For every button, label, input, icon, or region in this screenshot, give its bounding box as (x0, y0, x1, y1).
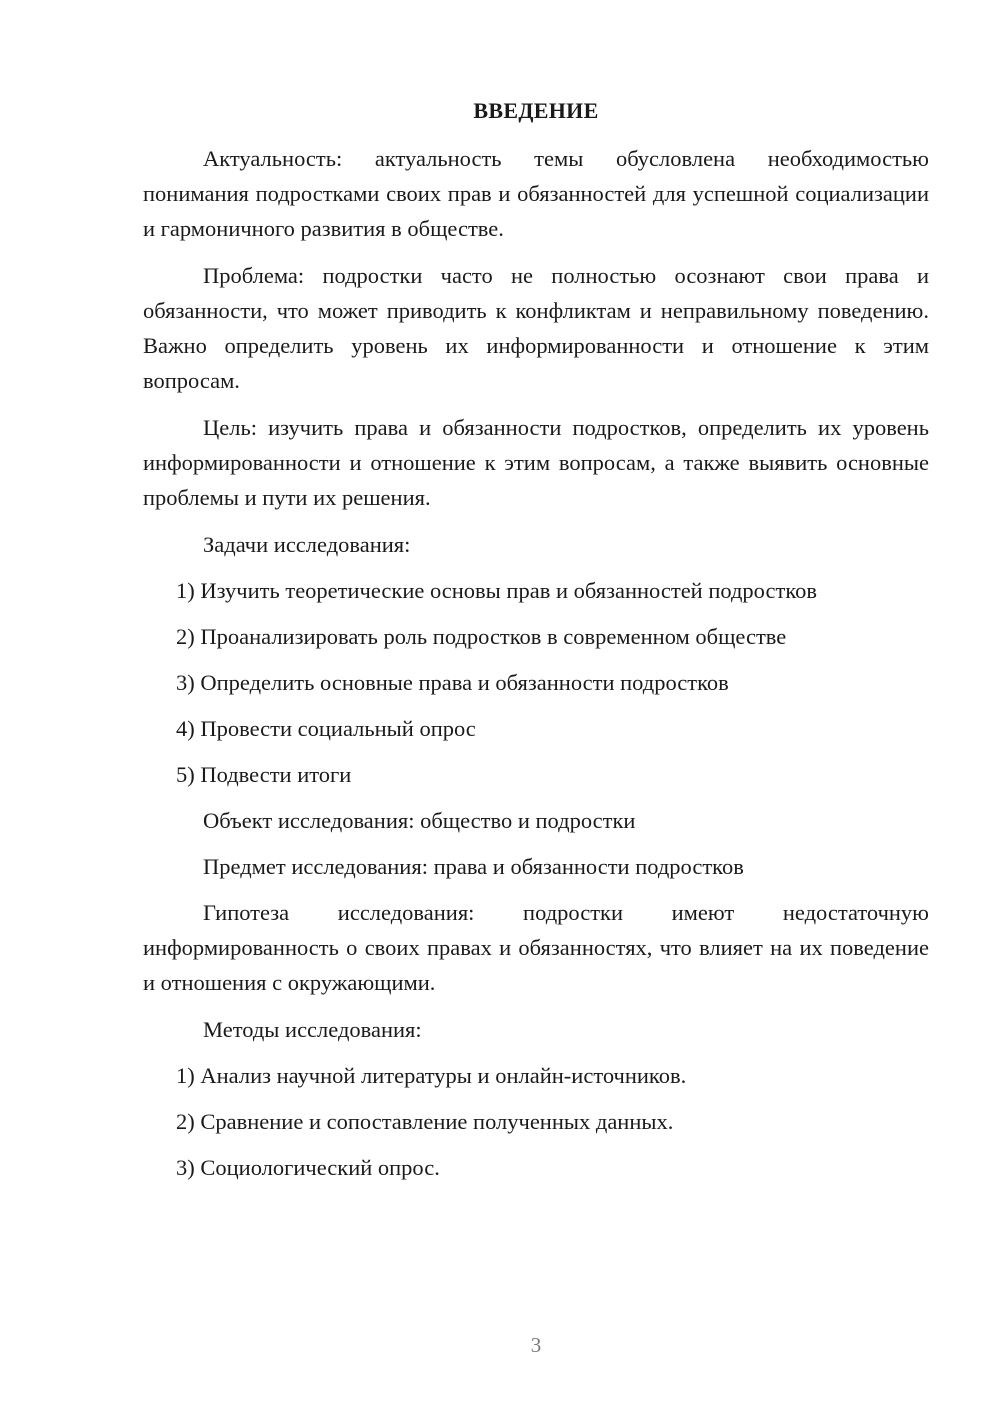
page-title: ВВЕДЕНИЕ (473, 98, 599, 123)
task-item: 2) Проанализировать роль подростков в современном обществе (176, 624, 787, 649)
problem-paragraph: Проблема: подростки часто не полностью осознают свои права и обязанности, что может приводить к конфликтам и неправильному поведению. Важно определить уровень их информированности и отношение к этим вопросам. (143, 263, 929, 393)
method-item: 1) Анализ научной литературы и онлайн-источников. (176, 1063, 687, 1088)
page-number: 3 (530, 1333, 542, 1357)
methods-heading: Методы исследования: (203, 1017, 422, 1042)
relevance-paragraph: Актуальность: актуальность темы обусловлена необходимостью понимания подростками своих прав и обязанностей для успешной социализации и гармоничного развития в обществе. (143, 146, 929, 241)
task-item: 4) Провести социальный опрос (176, 716, 476, 741)
goal-paragraph: Цель: изучить права и обязанности подростков, определить их уровень информированности и отношение к этим вопросам, а также выявить основные проблемы и пути их решения. (143, 415, 929, 510)
tasks-heading: Задачи исследования: (203, 532, 411, 557)
task-item: 3) Определить основные права и обязанности подростков (176, 670, 729, 695)
hypothesis-paragraph: Гипотеза исследования: подростки имеют недостаточную информированность о своих правах и обязанностях, что влияет на их поведение и отношения с окружающими. (143, 900, 929, 995)
method-item: 3) Социологический опрос. (176, 1155, 440, 1180)
method-item: 2) Сравнение и сопоставление полученных данных. (176, 1109, 674, 1134)
task-item: 1) Изучить теоретические основы прав и обязанностей подростков (176, 578, 817, 603)
subject-line: Предмет исследования: права и обязанности подростков (203, 854, 744, 879)
task-item: 5) Подвести итоги (176, 762, 352, 787)
object-line: Объект исследования: общество и подростки (203, 808, 636, 833)
document-body (143, 141, 929, 1196)
